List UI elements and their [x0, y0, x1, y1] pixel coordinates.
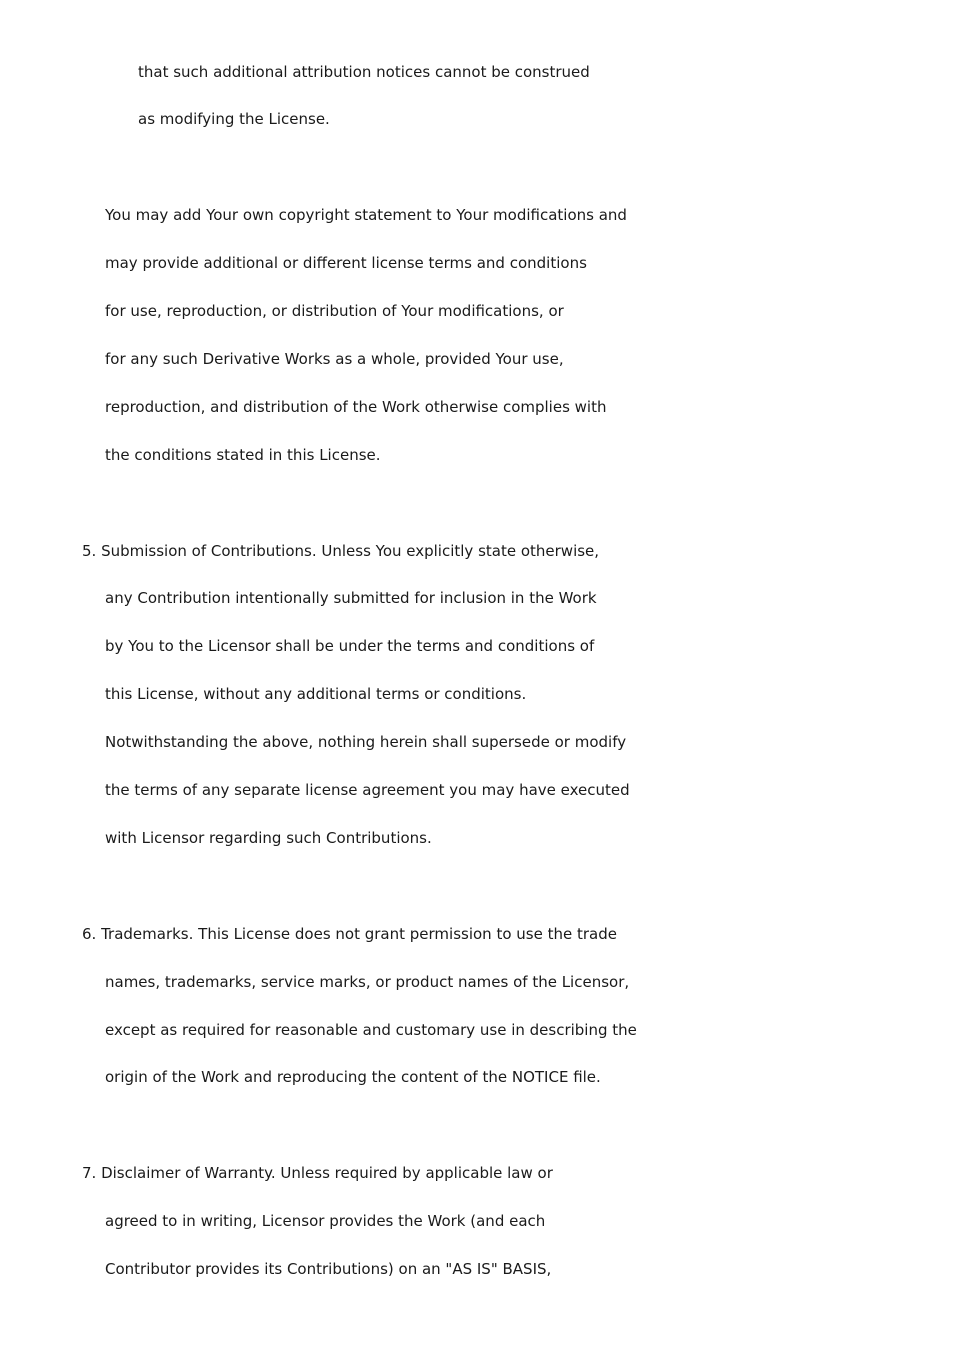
- section-heading-5: 5. Submission of Contributions. Unless You explicitly state otherwise,: [82, 542, 600, 560]
- text-line: names, trademarks, service marks, or product names of the Licensor,: [105, 973, 630, 991]
- text-line: that such additional attribution notices cannot be construed: [138, 63, 590, 81]
- text-line: any Contribution intentionally submitted for inclusion in the Work: [105, 589, 597, 607]
- text-line: origin of the Work and reproducing the content of the NOTICE file.: [105, 1068, 601, 1086]
- text-line: the conditions stated in this License.: [105, 446, 381, 464]
- section-heading-7: 7. Disclaimer of Warranty. Unless required by applicable law or: [82, 1164, 553, 1182]
- text-line: reproduction, and distribution of the Work otherwise complies with: [105, 398, 607, 416]
- text-line: for any such Derivative Works as a whole, provided Your use,: [105, 350, 564, 368]
- text-line: for use, reproduction, or distribution of Your modifications, or: [105, 302, 564, 320]
- text-line: with Licensor regarding such Contributions.: [105, 829, 432, 847]
- section-heading-6: 6. Trademarks. This License does not grant permission to use the trade: [82, 925, 617, 943]
- text-line: Notwithstanding the above, nothing herein shall supersede or modify: [105, 733, 627, 751]
- text-line: Contributor provides its Contributions) on an "AS IS" BASIS,: [105, 1260, 552, 1278]
- text-line: the terms of any separate license agreement you may have executed: [105, 781, 630, 799]
- text-line: You may add Your own copyright statement to Your modifications and: [105, 206, 627, 224]
- text-line: by You to the Licensor shall be under the terms and conditions of: [105, 637, 595, 655]
- text-line: this License, without any additional terms or conditions.: [105, 685, 527, 703]
- text-line: may provide additional or different license terms and conditions: [105, 254, 587, 272]
- text-line: as modifying the License.: [138, 110, 330, 128]
- text-line: except as required for reasonable and customary use in describing the: [105, 1021, 637, 1039]
- text-line: agreed to in writing, Licensor provides the Work (and each: [105, 1212, 546, 1230]
